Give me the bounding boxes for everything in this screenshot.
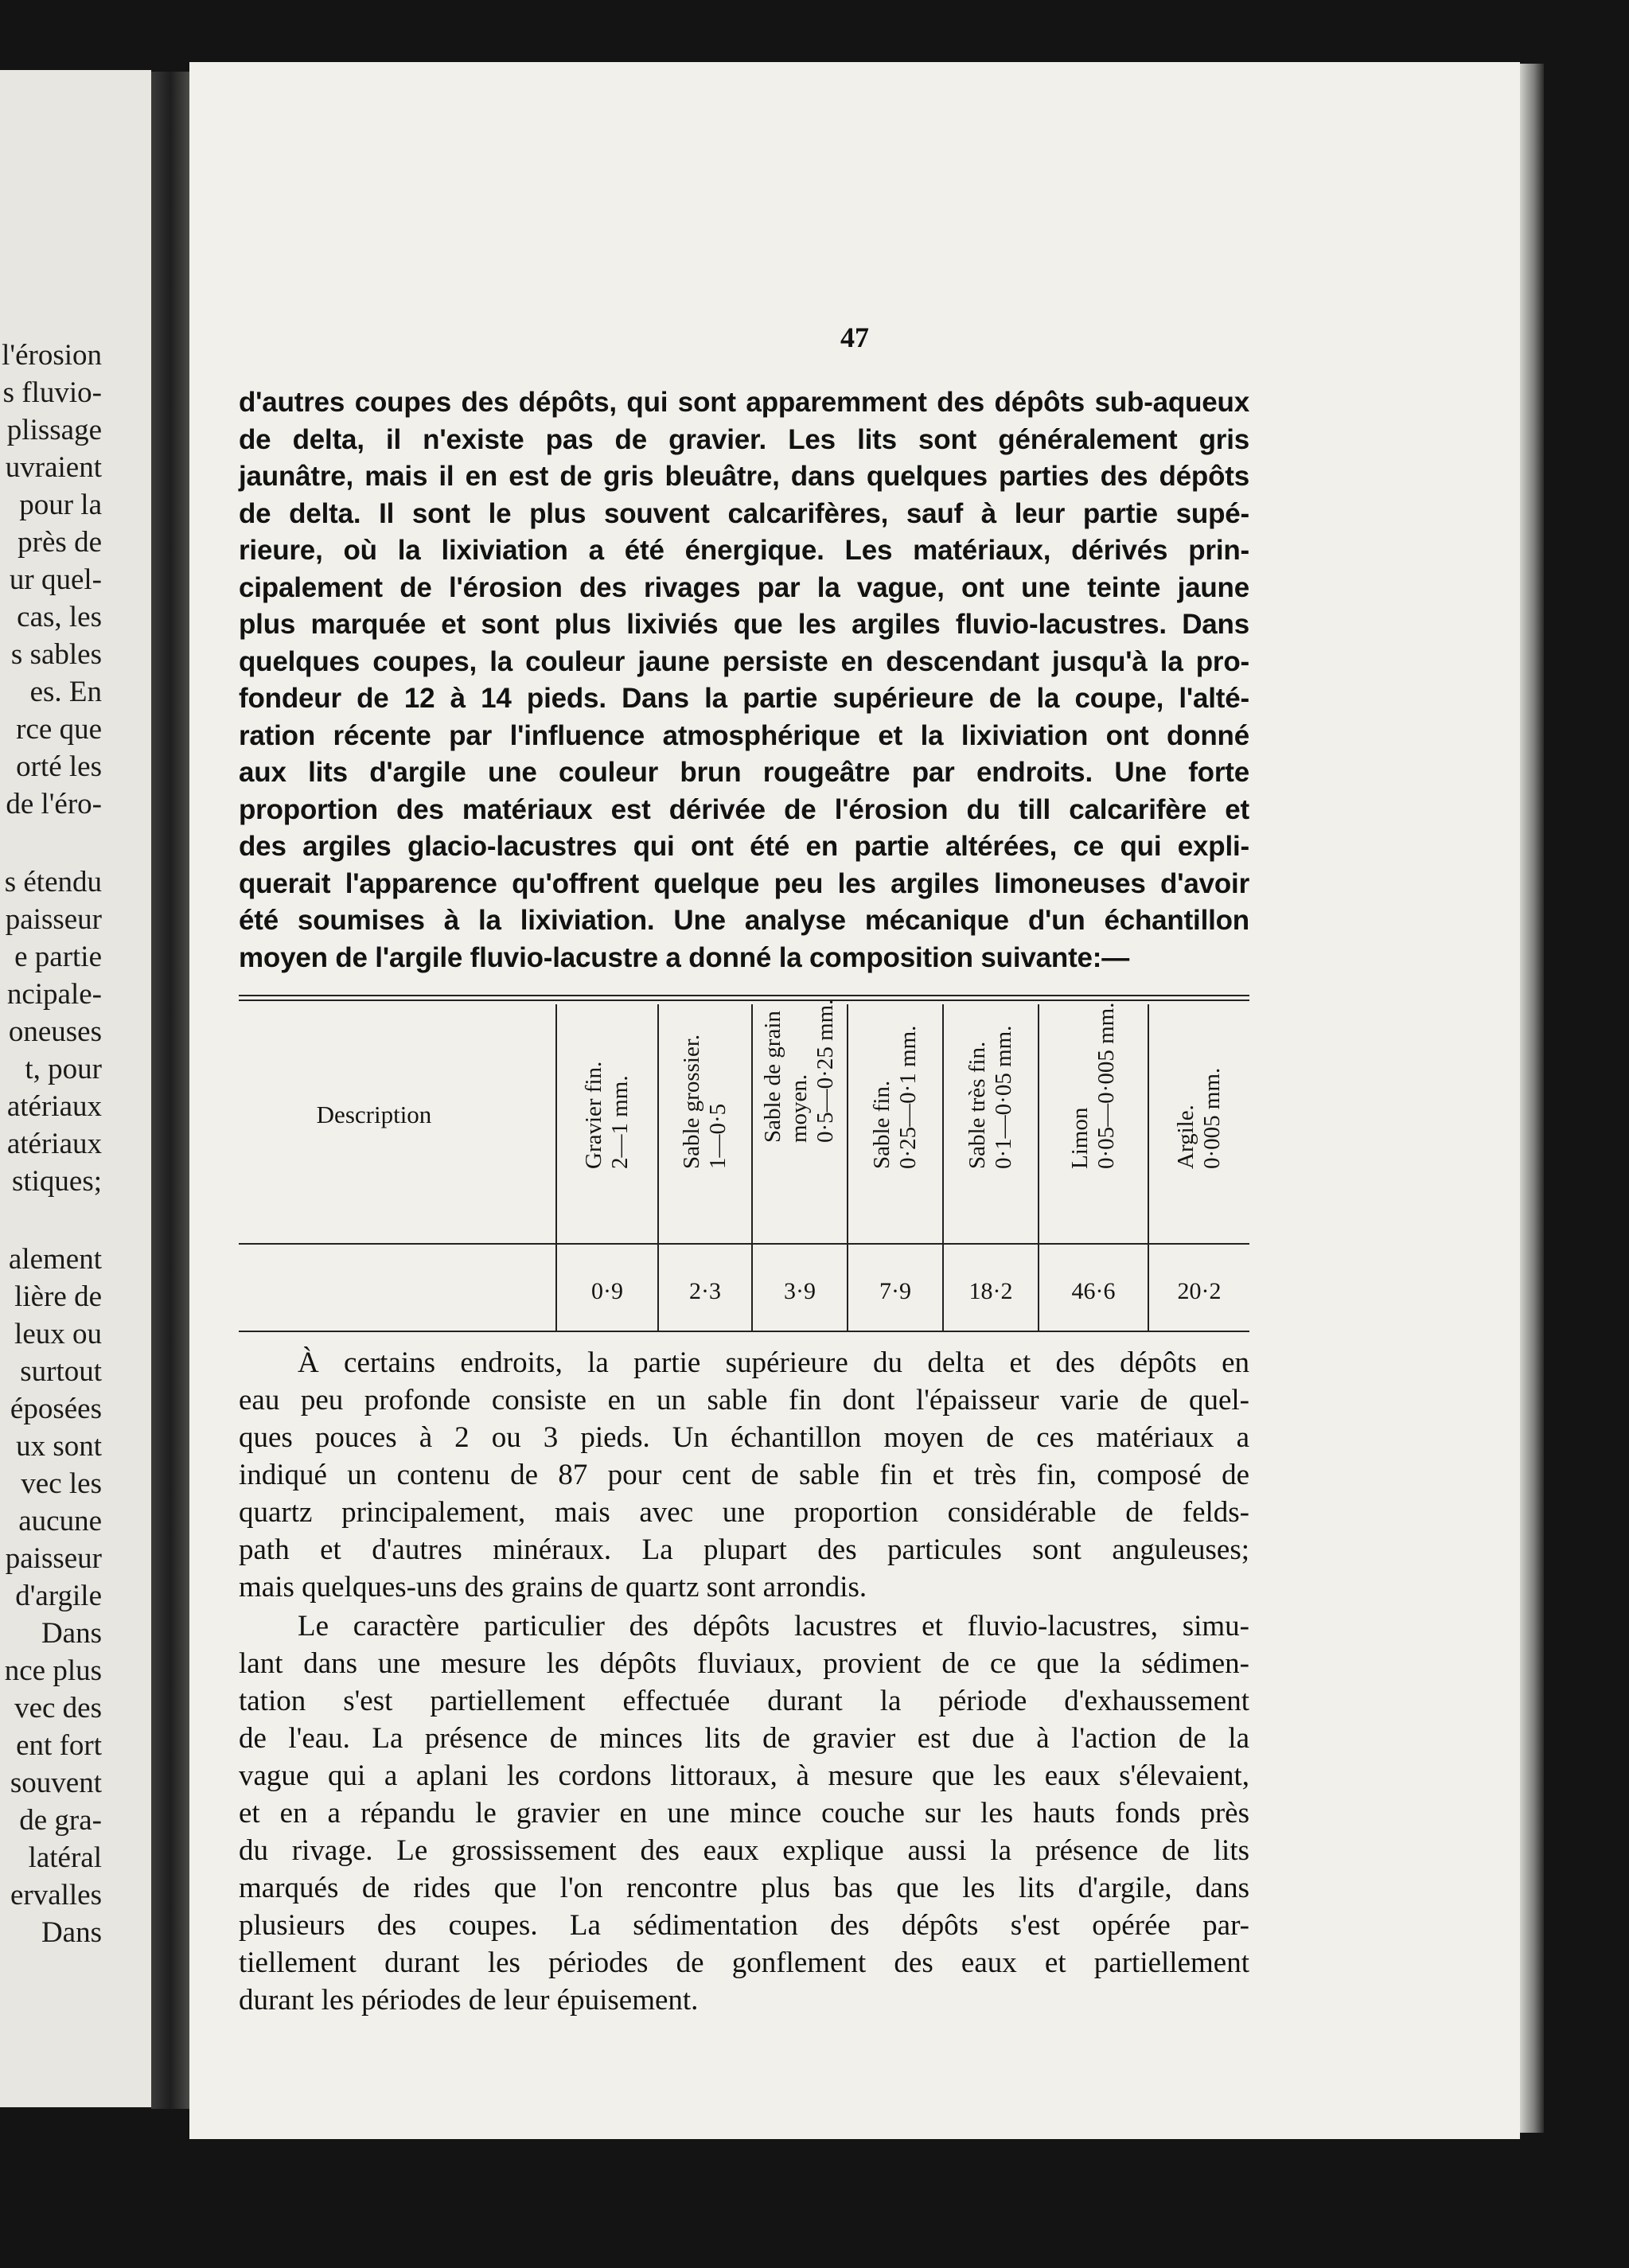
left-page-line: s fluvio-	[2, 376, 102, 409]
left-page-line: rce que	[16, 713, 102, 746]
left-page-line: lière de	[14, 1280, 102, 1313]
paragraph-1-line: été soumises à la lixiviation. Une analyse mécanique d'un échantillon	[239, 905, 1249, 936]
left-page-line: plissage	[6, 414, 102, 446]
column-header-line: 0·05—0·005 mm.	[1093, 1002, 1119, 1169]
table-cell: 0·9	[591, 1278, 623, 1304]
left-page-line: ur quel-	[9, 563, 102, 596]
column-header-line: 2—1 mm.	[607, 1075, 633, 1169]
paragraph-1-line: fondeur de 12 à 14 pieds. Dans la partie supérieure de la coupe, l'alté-	[239, 683, 1249, 714]
left-page-line: ervalles	[10, 1879, 102, 1911]
table-cell: 2·3	[689, 1278, 721, 1304]
table-top-rule	[239, 995, 1249, 996]
left-page-line: leux ou	[14, 1318, 102, 1350]
paragraph-3-line: tiellement durant les périodes de gonflement des eaux et partiellement	[239, 1947, 1249, 1979]
left-page-line: es. En	[29, 676, 102, 708]
left-page-line: paisseur	[5, 903, 102, 936]
left-page-line: uvraient	[5, 451, 102, 484]
left-page-line: d'argile	[15, 1580, 102, 1612]
left-page-line: s étendu	[4, 866, 102, 898]
left-page-line: souvent	[10, 1767, 102, 1799]
left-page-line: pour la	[19, 489, 102, 521]
column-header-line: 1—0·5	[705, 1103, 731, 1169]
left-page-line: vec les	[21, 1467, 102, 1500]
left-page-line: orté les	[16, 750, 102, 783]
paragraph-3-line: et en a répandu le gravier en une mince couche sur les hauts fonds près	[239, 1797, 1249, 1830]
paragraph-1-line: querait l'apparence qu'offrent quelque peu les argiles limoneuses d'avoir	[239, 867, 1249, 899]
left-page-line: l'érosion	[2, 339, 102, 372]
paragraph-3-line: plusieurs des coupes. La sédimentation des dépôts s'est opérée par-	[239, 1909, 1249, 1942]
table-header-rule	[239, 1243, 1249, 1245]
table-column-header	[557, 1013, 657, 1222]
page-number: 47	[840, 321, 869, 353]
paragraph-2-line: path et d'autres minéraux. La plupart des particules sont anguleuses;	[239, 1533, 1249, 1566]
right-page	[189, 62, 1520, 2139]
paragraph-2-line: quartz principalement, mais avec une proportion considérable de felds-	[239, 1496, 1249, 1529]
table-description-header: Description	[316, 1101, 432, 1128]
column-header-line: 0·5—0·25 mm.	[813, 999, 838, 1143]
table-cell: 46·6	[1071, 1278, 1116, 1304]
left-page-line: de gra-	[19, 1804, 102, 1837]
table-column-header	[753, 999, 847, 1222]
paragraph-1-line: moyen de l'argile fluvio-lacustre a donné la composition suivante:—	[239, 941, 1130, 973]
column-header-line: Sable fin.	[869, 1080, 894, 1169]
table-column-header	[659, 1013, 751, 1222]
left-page-line: vec des	[14, 1692, 102, 1724]
book-gutter	[151, 72, 189, 2109]
table-cell: 18·2	[968, 1278, 1013, 1304]
left-page-line: Dans	[41, 1617, 102, 1650]
table-cell: 7·9	[879, 1278, 911, 1304]
left-page-line: paisseur	[5, 1542, 102, 1575]
left-page-line: atériaux	[6, 1090, 102, 1123]
paragraph-3-line: du rivage. Le grossissement des eaux explique aussi la présence de lits	[239, 1834, 1249, 1867]
table-cell: 20·2	[1177, 1278, 1222, 1304]
paragraph-1-line: des argiles glacio-lacustres qui ont été en partie altérées, ce qui expli-	[239, 831, 1249, 862]
left-page-line: alement	[8, 1243, 102, 1276]
paragraph-1-line: de delta, il n'existe pas de gravier. Les lits sont généralement gris	[239, 423, 1249, 455]
paragraph-2-line: indiqué un contenu de 87 pour cent de sable fin et très fin, composé de	[239, 1459, 1249, 1491]
left-page-line: éposées	[10, 1393, 102, 1425]
left-page-line: e partie	[14, 941, 102, 973]
column-header-line: Gravier fin.	[581, 1061, 606, 1169]
paragraph-1-line: aux lits d'argile une couleur brun rougeâtre par endroits. Une forte	[239, 757, 1249, 788]
table-column-header	[1149, 1013, 1249, 1222]
paragraph-2-line	[239, 1345, 1249, 1382]
paragraph-1-line: ration récente par l'influence atmosphérique et la lixiviation ont donné	[239, 719, 1249, 751]
table-bottom-rule	[239, 1331, 1249, 1332]
table-top-rule	[239, 1000, 1249, 1001]
column-header-line: Sable grossier.	[679, 1034, 704, 1169]
paragraph-3-line: lant dans une mesure les dépôts fluviaux, provient de ce que la sédimen-	[239, 1647, 1249, 1680]
paragraph-3-line	[239, 1608, 1249, 1646]
left-page-line: ux sont	[16, 1430, 102, 1463]
paragraph-3-line: durant les périodes de leur épuisement.	[239, 1984, 699, 2017]
paragraph-3-line: tation s'est partiellement effectuée durant la période d'exhaussement	[239, 1685, 1249, 1717]
paragraph-3-line: de l'eau. La présence de minces lits de gravier est due à l'action de la	[239, 1722, 1249, 1755]
left-page-line: aucune	[18, 1505, 102, 1537]
paragraph-1-line: plus marquée et sont plus lixiviés que les argiles fluvio-lacustres. Dans	[239, 609, 1249, 640]
column-header-line: 0·005 mm.	[1199, 1067, 1225, 1169]
left-page-fragment	[0, 70, 151, 2107]
left-page-line: surtout	[20, 1355, 102, 1388]
left-page-line: cas, les	[17, 601, 102, 633]
paragraph-1-line: d'autres coupes des dépôts, qui sont apparemment des dépôts sub-aqueux	[239, 387, 1249, 418]
paragraph-2-text: À certains endroits, la partie supérieure du delta et des dépôts en	[298, 1346, 1249, 1379]
paragraph-1-line: quelques coupes, la couleur jaune persiste en descendant jusqu'à la pro-	[239, 645, 1249, 677]
table-column-header	[944, 1013, 1038, 1222]
left-page-line: nce plus	[4, 1654, 102, 1687]
column-header-line: Argile.	[1173, 1105, 1198, 1169]
left-page-line: ent fort	[16, 1729, 102, 1762]
column-header-line: Sable très fin.	[965, 1041, 990, 1169]
paragraph-3-line: marqués de rides que l'on rencontre plus bas que les lits d'argile, dans	[239, 1872, 1249, 1904]
left-page-line: Dans	[41, 1916, 102, 1949]
paragraph-1-line: de delta. Il sont le plus souvent calcarifères, sauf à leur partie supé-	[239, 497, 1249, 529]
left-page-line: près de	[18, 526, 102, 559]
page-edge	[1520, 64, 1544, 2133]
paragraph-2-line: eau peu profonde consiste en un sable fin dont l'épaisseur varie de quel-	[239, 1384, 1249, 1417]
column-header-line: moyen.	[786, 1074, 812, 1143]
left-page-line: ncipale-	[6, 978, 102, 1011]
paragraph-1-line: proportion des matériaux est dérivée de l'érosion du till calcarifère et	[239, 793, 1249, 825]
table-column-header	[1039, 1002, 1148, 1222]
table-column-header	[848, 1013, 942, 1222]
paragraph-3-line: vague qui a aplani les cordons littoraux, à mesure que les eaux s'élevaient,	[239, 1759, 1249, 1792]
column-header-line: Limon	[1067, 1107, 1093, 1169]
left-page-line: oneuses	[8, 1015, 102, 1048]
column-header-line: 0·25—0·1 mm.	[895, 1025, 921, 1169]
left-page-line: s sables	[10, 638, 102, 671]
table-cell: 3·9	[784, 1278, 816, 1304]
paragraph-1-line: rieure, où la lixiviation a été énergique. Les matériaux, dérivés prin-	[239, 535, 1249, 566]
paragraph-2-line: ques pouces à 2 ou 3 pieds. Un échantillon moyen de ces matériaux a	[239, 1421, 1249, 1454]
left-page-line: t, pour	[25, 1053, 102, 1085]
paragraph-2-line: mais quelques-uns des grains de quartz sont arrondis.	[239, 1571, 867, 1604]
paragraph-1-line: cipalement de l'érosion des rivages par la vague, ont une teinte jaune	[239, 571, 1249, 603]
left-page-line: stiques;	[11, 1165, 102, 1198]
paragraph-1-line: jaunâtre, mais il en est de gris bleuâtre, dans quelques parties des dépôts	[239, 461, 1249, 492]
left-page-line: latéral	[28, 1841, 102, 1874]
left-page-line: atériaux	[6, 1128, 102, 1160]
paragraph-3-text: Le caractère particulier des dépôts lacustres et fluvio-lacustres, simu-	[298, 1610, 1249, 1643]
column-header-line: Sable de grain	[760, 1011, 785, 1143]
left-page-line: de l'éro-	[6, 788, 102, 820]
column-header-line: 0·1—0·05 mm.	[991, 1025, 1016, 1169]
